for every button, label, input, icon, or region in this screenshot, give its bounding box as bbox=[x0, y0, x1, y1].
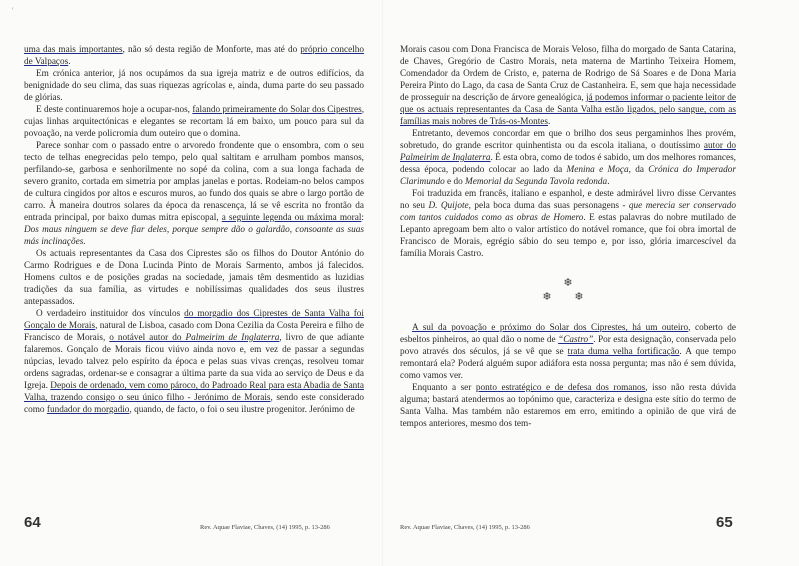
left-paragraph-2: Em crónica anterior, já nos ocupámos da sua igreja matriz e de outros edifícios, da benignidade do seu clima, das suas riquezas agrícolas e, ainda, duma parte do seu passado de glórias. bbox=[24, 69, 364, 103]
text-run: E deste continuaremos hoje a ocupar-nos, bbox=[36, 105, 193, 115]
underlined-text: A sul da povoação e próximo do Solar dos Ciprestes, há bbox=[412, 323, 646, 333]
right-paragraph-4 bbox=[400, 322, 736, 382]
underlined-text: uma das mais importantes bbox=[24, 45, 123, 55]
page-number-right: 65 bbox=[716, 514, 733, 531]
text-run: . bbox=[607, 177, 610, 187]
underlined-text: o notável autor do bbox=[109, 333, 186, 343]
underlined-text: “Castro” bbox=[558, 335, 594, 345]
text-run: Entretanto, devemos concordar em que o brilho dos seus pergaminhos lhes provém, sobretudo, do grande escritor quinhentista ou da escola italiana, o doutíssimo bbox=[400, 129, 736, 151]
right-paragraph-5 bbox=[400, 382, 736, 430]
underlined-text: um outeiro bbox=[645, 323, 689, 333]
corner-mark: ' bbox=[12, 6, 14, 15]
italic-motto: Dos maus ninguem se deve fiar deles, porque sempre dão o galardão, consoante as suas más inclinações. bbox=[24, 225, 364, 247]
text-run: . E estas palavras do nobre mutilado de Lepanto apregoam bem alto o valor artístico do notável romance, que foi obra imortal de Francisco de Morais, egrégio sábio do seu tempo e, por isso, glória imarcescível da família Morais Castro. bbox=[400, 213, 736, 259]
text-run: . bbox=[548, 117, 551, 127]
text-run: . É esta obra, como de todos é sabido, um dos melhores romances, dessa época, podendo colocar ao lado da bbox=[400, 153, 736, 175]
text-run: . A que tempo remontará ela? Poderá alguém supor adiáfora esta nossa pergunta; mas não é sem dúvida, como vamos ver. bbox=[400, 347, 736, 381]
page-number-left: 64 bbox=[24, 514, 41, 531]
left-paragraph-4 bbox=[24, 140, 364, 248]
underlined-text: fundador do morgadio bbox=[46, 405, 130, 415]
text-run: Parece sonhar com o passado entre o arvoredo frondente que o ensombra, com o seu tecto de telhas enegrecidas pelo tempo, pelo qual saltitam e arrulham pombos mansos, perfilando-se, garbosa e senhorilmente no sopé da colina, com a sua longa fachada de severo granito, cortada em simetria por amplas janelas e portas. Rodeiam-no belos campos de cultura cingidos por altos e escuros muros, ao fundo dos quais se abre o largo portão de carro. À maneira doutros solares da época da renascença, lá se vê escrita no frontão da entrada principal, por baixo dumas mitra episcopal, bbox=[24, 141, 364, 223]
book-title: D. Quijote bbox=[428, 201, 469, 211]
text-run: , isso não resta dúvida alguma; bastará atendermos ao topónimo que, caracteriza e designa este sítio do termo de Santa Valha. Mas também não estaremos em erro, emitindo a opinião de que virá de tempos anteriores, mesmo dos tem- bbox=[400, 383, 737, 429]
asterism-icon: ❄ ❄ bbox=[542, 291, 594, 303]
underlined-text: do morgadio dos Ciprestes de Santa Valha foi Gonçalo de Morais bbox=[24, 309, 364, 331]
underlined-text: a seguinte legenda ou máxima moral bbox=[221, 213, 362, 223]
underlined-text: autor do bbox=[703, 141, 736, 151]
text-run: , quando, de facto, o foi o seu ilustre progenitor. Jerónimo de bbox=[129, 405, 355, 415]
text-run: , não só desta região de Monforte, mas até do bbox=[122, 45, 301, 55]
text-run: O verdadeiro instituidor dos vínculos bbox=[36, 309, 185, 319]
book-title: Memorial da Segunda Tavola redonda bbox=[465, 177, 608, 187]
text-run: , natural de Lisboa, casado com Dona Cezilia da Costa Pereira e filho de Francisco de Morais, bbox=[24, 321, 364, 343]
underlined-text: trata duma velha fortificação bbox=[567, 347, 680, 357]
right-paragraph-2 bbox=[400, 128, 736, 188]
underlined-text: próprio concelho de Valpaços bbox=[24, 45, 364, 67]
underlined-text: já podemos informar o paciente leitor de que os actuais representantes da Casa de Santa Valha estão ligados, pelo sangue, com as famílias mais nobres de Trás-os-Montes bbox=[400, 93, 736, 127]
underlined-text: Depois de ordenado, vem como pároco, do Padroado Real para esta Abadia de Santa Valha, trazendo consigo o seu único filho - Jerónimo de Morais bbox=[24, 381, 364, 403]
book-title: Crónica do Imperador Clarimundo bbox=[400, 165, 737, 187]
italic-quote: que merecia ser conservado com tantos cuidados como as obras de Homero bbox=[400, 201, 736, 223]
right-page bbox=[400, 44, 736, 554]
text-run: , coberto de esbeltos pinheiros, ao qual dão o nome de bbox=[400, 323, 736, 345]
book-title: Palmeirim de Inglaterra bbox=[185, 333, 280, 343]
book-title: Palmeirim de Inglaterra bbox=[400, 153, 491, 163]
asterism-icon: ❄ bbox=[563, 277, 573, 289]
right-paragraph-1 bbox=[400, 44, 736, 128]
text-run: , sendo este considerado como bbox=[24, 393, 364, 415]
underlined-text: ponto estratégico e de defesa dos romanos bbox=[475, 383, 646, 393]
text-run: , livro de que adiante falaremos. Gonçalo de Morais ficou viúvo ainda novo e, em vez de passar a segundas núpcias, levado talvez pelo espírito da época e pelas suas vivas crenças, resolveu tomar ordens sagradas, ordenar-se e consagrar a última parte da sua vida ao serviço de Deus e da Igreja. bbox=[24, 333, 365, 391]
text-run: : bbox=[361, 213, 364, 223]
text-run: . Por esta designação, conservada pelo povo através dos séculos, já se vê que se bbox=[400, 335, 736, 357]
left-paragraph-5: Os actuais representantes da Casa dos Ciprestes são os filhos do Doutor António do Carmo Rodrigues e de Dona Lucinda Pinto de Morais Sarmento, ambos já falecidos. Homens cultos e de posições gradas na sociedade, jamais têm desmentido as luzidias tradições da sua família, as virtudes e nobilíssimas qualidades dos seus ilustres antepassados. bbox=[24, 249, 364, 307]
text-run: , pela boca duma das suas personagens - bbox=[468, 201, 629, 211]
section-break bbox=[400, 276, 736, 304]
text-run: Morais casou com Dona Francisca de Morais Veloso, filha do morgado de Santa Catarina, de Chaves, Gregório de Castro Morais, neta materna de Martinho Teixeira Homem, Comendador da Ordem de Cristo, e, paterna de Rodrigo de Sá Soares e de Dona Maria Pereira Pinto do Lago, da casa de Santa Cruz de Castanheira. E, sem que haja necessidade de prosseguir na descrição de árvore genealógica, bbox=[400, 45, 736, 103]
text-run: , cujas linhas arquitectónicas e elegantes se recortam lá em baixo, um pouco para sul da povoação, na verde policromia dum outeiro que o domina. bbox=[24, 105, 364, 139]
text-run: e do bbox=[444, 177, 466, 187]
left-page bbox=[24, 44, 364, 554]
right-paragraph-3 bbox=[400, 188, 736, 260]
text-run: Foi traduzida em francês, italiano e espanhol, e deste admirável livro disse Cervantes no seu bbox=[400, 189, 736, 211]
left-paragraph-1 bbox=[24, 44, 364, 68]
book-title: Menina e Moça bbox=[566, 165, 629, 175]
footer-right: Rev. Aquae Flaviae, Chaves, (14) 1995, p. 13-286 bbox=[400, 524, 530, 531]
left-paragraph-6 bbox=[24, 308, 364, 416]
underlined-text: falando primeiramente do Solar dos Cipestres bbox=[192, 105, 362, 115]
text-run: , da bbox=[628, 165, 649, 175]
book-gutter bbox=[382, 0, 384, 566]
left-paragraph-3 bbox=[24, 104, 364, 140]
text-run: . bbox=[68, 57, 71, 67]
footer-left: Rev. Aquae Flaviae, Chaves, (14) 1995, p. 13-286 bbox=[200, 524, 330, 531]
text-run: Enquanto a ser bbox=[412, 383, 476, 393]
